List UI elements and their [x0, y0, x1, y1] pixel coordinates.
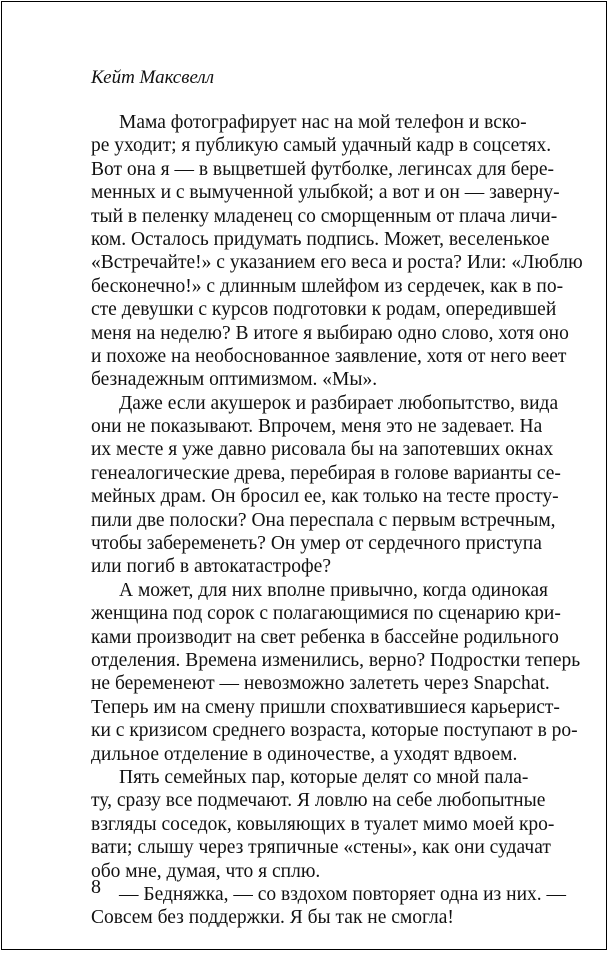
text-line: ту, сразу все подмечают. Я ловлю на себе любопытные	[91, 790, 546, 812]
text-line: они не показывают. Впрочем, меня это не задевает. На	[91, 416, 543, 438]
text-line: ки с кризисом среднего возраста, которые поступают в ро-	[91, 720, 578, 742]
text-line: Мама фотографирует нас на мой телефон и вско-	[119, 112, 527, 133]
text-line: Совсем без поддержки. Я бы так не смогла!	[91, 907, 454, 929]
running-header-author: Кейт Максвелл	[91, 67, 214, 88]
text-line: генеалогические древа, перебирая в голове варианты се-	[91, 462, 561, 484]
text-line: меня на неделю? В итоге я выбираю одно слово, хотя оно	[91, 322, 569, 344]
text-line: взгляды соседок, ковыляющих в туалет мимо моей кро-	[91, 813, 555, 835]
text-line: Пять семейных пар, которые делят со мной пала-	[119, 766, 529, 788]
text-line: бесконечно!» с длинным шлейфом из сердечек, как в по-	[91, 275, 564, 297]
text-line: — Бедняжка, — со вздохом повторяет одна из них. —	[119, 883, 567, 905]
text-line: женщина под сорок с полагающимися по сценарию кри-	[91, 603, 561, 625]
text-line: не беременеют — невозможно залететь через Snapchat.	[91, 673, 550, 695]
text-line: тый в пеленку младенец со сморщенным от плача личи-	[91, 205, 558, 227]
text-line: ком. Осталось придумать подпись. Может, веселенькое	[91, 228, 550, 250]
paragraph-1	[91, 111, 583, 392]
text-line: отделения. Времена изменились, верно? Подростки теперь	[91, 649, 581, 671]
page-number: 8	[91, 876, 101, 898]
paragraph-4	[91, 766, 555, 883]
text-line: их месте я уже давно рисовала бы на запотевших окнах	[91, 439, 554, 461]
text-line: Теперь им на смену пришли спохватившиеся карьерист-	[91, 696, 560, 718]
text-line: чтобы забеременеть? Он умер от сердечного приступа	[91, 533, 542, 555]
paragraph-2	[91, 392, 561, 579]
text-line: обо мне, думая, что я сплю.	[91, 860, 321, 882]
text-line: и похоже на необоснованное заявление, хотя от него веет	[91, 345, 567, 367]
text-line: дильное отделение в одиночестве, а уходят вдвоем.	[91, 743, 518, 765]
text-line: «Встречайте!» с указанием его веса и роста? Или: «Люблю	[91, 252, 583, 274]
text-line: Вот она я — в выцветшей футболке, легинсах для бере-	[91, 158, 555, 180]
text-line: пили две полоски? Она переспала с первым встречным,	[91, 509, 556, 531]
text-line: ками производит на свет ребенка в бассейне родильного	[91, 626, 559, 648]
paragraph-5	[91, 883, 567, 930]
text-line: или погиб в автокатастрофе?	[91, 556, 331, 578]
text-line: безнадежным оптимизмом. «Мы».	[91, 369, 378, 391]
paragraph-3	[91, 579, 581, 766]
text-line: ре уходит; я публикую самый удачный кадр в соцсетях.	[91, 135, 552, 157]
text-line: вати; слышу через тряпичные «стены», как они судачат	[91, 837, 551, 859]
text-line: менных и с вымученной улыбкой; а вот и он — завернy-	[91, 182, 560, 204]
body-text	[91, 111, 583, 930]
text-line: мейных драм. Он бросил ее, как только на тесте просту-	[91, 486, 559, 508]
text-line: А может, для них вполне привычно, когда одинокая	[119, 579, 548, 601]
text-line: сте девушки с курсов подготовки к родам, опередившей	[91, 299, 557, 321]
text-line: Даже если акушерок и разбирает любопытство, вида	[119, 392, 559, 414]
